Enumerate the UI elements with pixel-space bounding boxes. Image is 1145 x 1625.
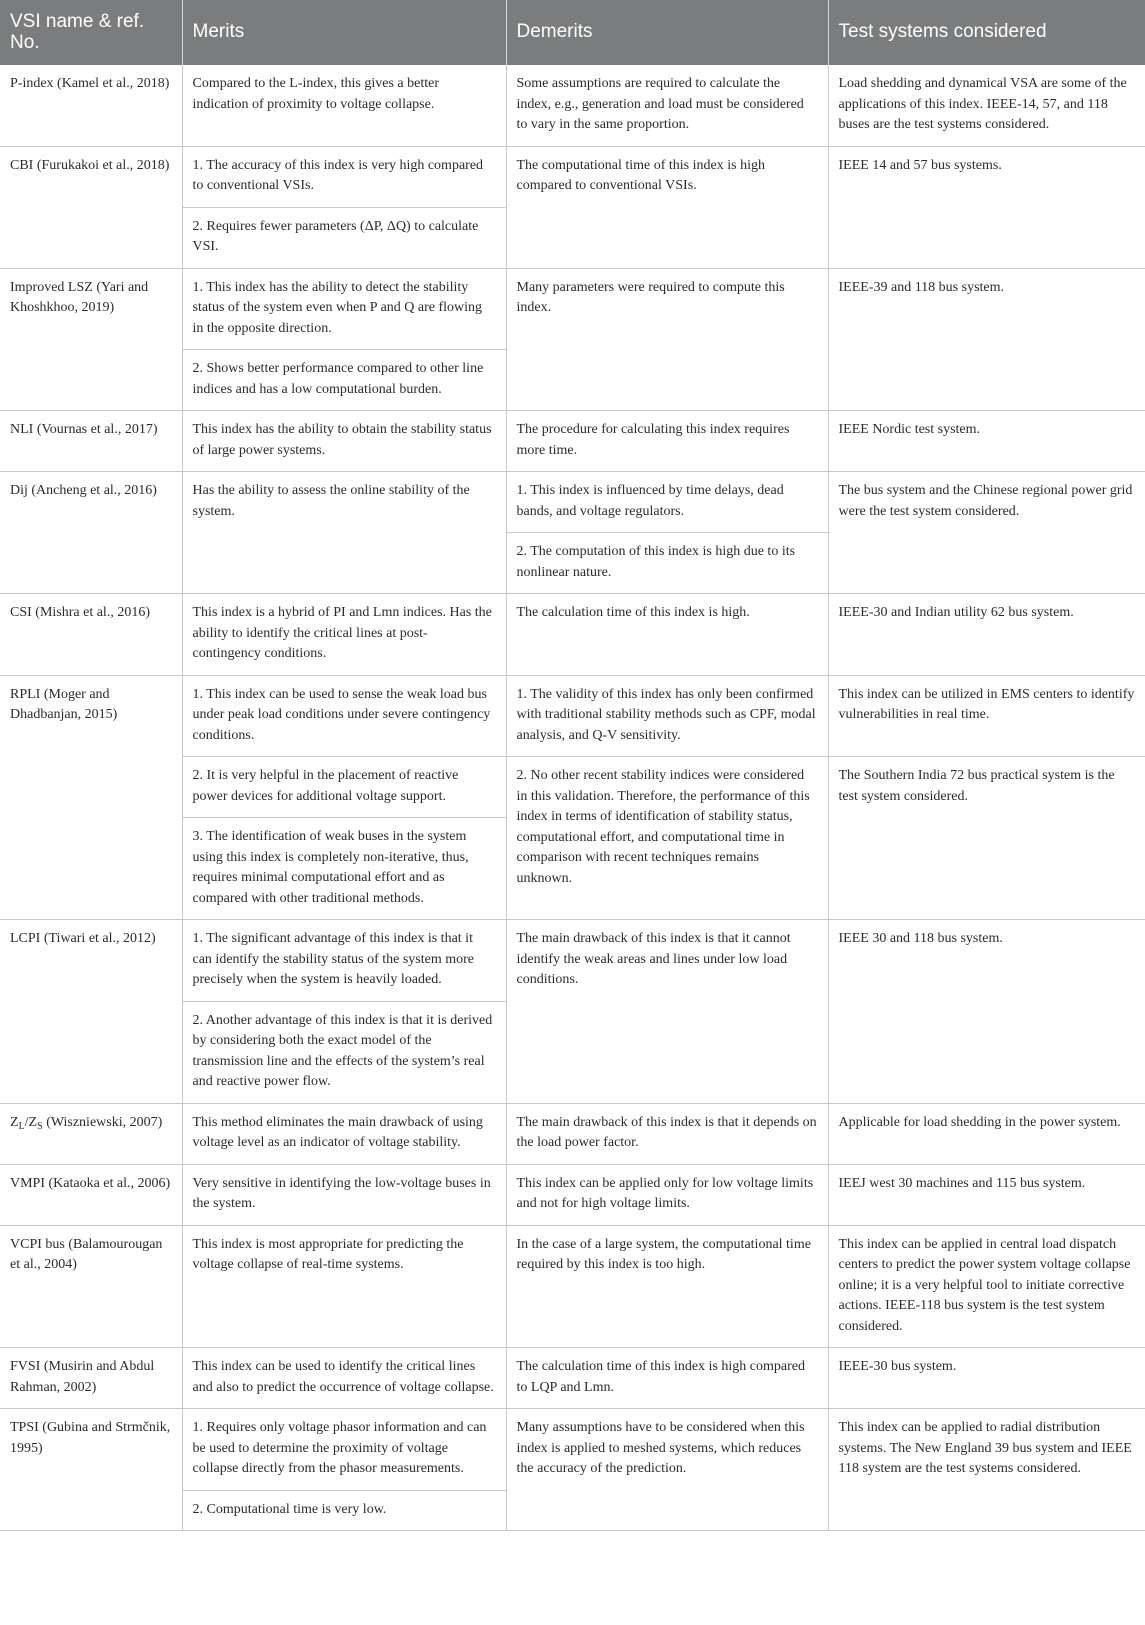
table-row: [0, 472, 1145, 533]
table-row: [0, 1225, 1145, 1348]
demerit-cell: Many parameters were required to compute this index.: [506, 268, 828, 411]
test-system-cell: The Southern India 72 bus practical system is the test system considered.: [828, 757, 1145, 920]
table-row: [0, 1164, 1145, 1225]
merit-cell: Has the ability to assess the online stability of the system.: [182, 472, 506, 594]
merit-cell: 3. The identification of weak buses in the system using this index is completely non-iterative, thus, requires minimal computational effort and as compared with other traditional methods.: [182, 818, 506, 920]
test-system-cell: Applicable for load shedding in the power system.: [828, 1103, 1145, 1164]
header-demerits: Demerits: [506, 0, 828, 65]
vsi-name-cell: RPLI (Moger and Dhadbanjan, 2015): [0, 675, 182, 920]
table-row: [0, 1103, 1145, 1164]
header-vsi-name: VSI name & ref. No.: [0, 0, 182, 65]
vsi-name-cell: LCPI (Tiwari et al., 2012): [0, 920, 182, 1104]
test-system-cell: The bus system and the Chinese regional power grid were the test system considered.: [828, 472, 1145, 594]
merit-cell: 2. Another advantage of this index is that it is derived by considering both the exact model of the transmission line and the effects of the system’s real and reactive power flow.: [182, 1001, 506, 1103]
vsi-name-cell: CSI (Mishra et al., 2016): [0, 594, 182, 676]
merit-cell: This index can be used to identify the critical lines and also to predict the occurrence of voltage collapse.: [182, 1348, 506, 1409]
demerit-cell: 1. This index is influenced by time delays, dead bands, and voltage regulators.: [506, 472, 828, 533]
table-row: [0, 594, 1145, 676]
table-row: [0, 65, 1145, 146]
merit-cell: 1. The significant advantage of this index is that it can identify the stability status of the system more precisely when the system is heavily loaded.: [182, 920, 506, 1002]
z-symbol: Z: [10, 1114, 19, 1130]
demerit-cell: The main drawback of this index is that it cannot identify the weak areas and lines under low load conditions.: [506, 920, 828, 1104]
demerit-cell: 2. The computation of this index is high due to its nonlinear nature.: [506, 533, 828, 594]
merit-cell: Compared to the L-index, this gives a better indication of proximity to voltage collapse.: [182, 65, 506, 146]
table-row: [0, 1409, 1145, 1491]
demerit-cell: Some assumptions are required to calculate the index, e.g., generation and load must be considered to vary in the same proportion.: [506, 65, 828, 146]
merit-cell: 1. Requires only voltage phasor information and can be used to determine the proximity of voltage collapse directly from the phasor measurements.: [182, 1409, 506, 1491]
demerit-cell: The main drawback of this index is that it depends on the load power factor.: [506, 1103, 828, 1164]
test-system-cell: IEEE-30 bus system.: [828, 1348, 1145, 1409]
reference-text: (Wiszniewski, 2007): [42, 1114, 163, 1130]
subscript-s: S: [37, 1120, 43, 1132]
demerit-cell: 2. No other recent stability indices were considered in this validation. Therefore, the performance of this index in terms of identification of stability status, computational effort, and computational time in comparison with recent techniques remains unknown.: [506, 757, 828, 920]
vsi-name-cell: FVSI (Musirin and Abdul Rahman, 2002): [0, 1348, 182, 1409]
merit-cell: This index is a hybrid of PI and Lmn indices. Has the ability to identify the critical lines at post-contingency conditions.: [182, 594, 506, 676]
table-row: [0, 920, 1145, 1002]
merit-cell: 1. This index can be used to sense the weak load bus under peak load conditions under severe contingency conditions.: [182, 675, 506, 757]
table-row: [0, 675, 1145, 757]
demerit-cell: Many assumptions have to be considered when this index is applied to meshed systems, which reduces the accuracy of the prediction.: [506, 1409, 828, 1531]
vsi-name-cell: Improved LSZ (Yari and Khoshkhoo, 2019): [0, 268, 182, 411]
table-row: [0, 146, 1145, 207]
merit-cell: This method eliminates the main drawback of using voltage level as an indicator of voltage stability.: [182, 1103, 506, 1164]
demerit-cell: This index can be applied only for low voltage limits and not for high voltage limits.: [506, 1164, 828, 1225]
merit-cell: This index has the ability to obtain the stability status of large power systems.: [182, 411, 506, 472]
merit-cell: 1. This index has the ability to detect the stability status of the system even when P and Q are flowing in the opposite direction.: [182, 268, 506, 350]
merit-cell: 2. Computational time is very low.: [182, 1490, 506, 1531]
merit-cell: Very sensitive in identifying the low-voltage buses in the system.: [182, 1164, 506, 1225]
test-system-cell: Load shedding and dynamical VSA are some of the applications of this index. IEEE-14, 57, and 118 buses are the test systems considered.: [828, 65, 1145, 146]
vsi-name-cell: NLI (Vournas et al., 2017): [0, 411, 182, 472]
demerit-cell: The calculation time of this index is high compared to LQP and Lmn.: [506, 1348, 828, 1409]
vsi-name-cell: VMPI (Kataoka et al., 2006): [0, 1164, 182, 1225]
table-row: [0, 268, 1145, 350]
test-system-cell: IEEE 30 and 118 bus system.: [828, 920, 1145, 1104]
demerit-cell: In the case of a large system, the computational time required by this index is too high.: [506, 1225, 828, 1348]
demerit-cell: 1. The validity of this index has only been confirmed with traditional stability methods such as CPF, modal analysis, and Q-V sensitivity.: [506, 675, 828, 757]
test-system-cell: IEEE-30 and Indian utility 62 bus system.: [828, 594, 1145, 676]
table-row: [0, 411, 1145, 472]
merit-cell: This index is most appropriate for predicting the voltage collapse of real-time systems.: [182, 1225, 506, 1348]
merit-cell: 1. The accuracy of this index is very high compared to conventional VSIs.: [182, 146, 506, 207]
table-row: [0, 1348, 1145, 1409]
test-system-cell: IEEE-39 and 118 bus system.: [828, 268, 1145, 411]
vsi-name-cell: P-index (Kamel et al., 2018): [0, 65, 182, 146]
demerit-cell: The computational time of this index is high compared to conventional VSIs.: [506, 146, 828, 268]
slash-z-symbol: /Z: [24, 1114, 38, 1130]
header-merits: Merits: [182, 0, 506, 65]
demerit-cell: The calculation time of this index is high.: [506, 594, 828, 676]
merit-cell: 2. It is very helpful in the placement of reactive power devices for additional voltage support.: [182, 757, 506, 818]
vsi-name-cell: [0, 1103, 182, 1164]
test-system-cell: This index can be applied in central load dispatch centers to predict the power system voltage collapse online; it is a very helpful tool to initiate corrective actions. IEEE-118 bus system is the test system considered.: [828, 1225, 1145, 1348]
demerit-cell: The procedure for calculating this index requires more time.: [506, 411, 828, 472]
vsi-name-cell: CBI (Furukakoi et al., 2018): [0, 146, 182, 268]
test-system-cell: IEEE 14 and 57 bus systems.: [828, 146, 1145, 268]
vsi-name-cell: TPSI (Gubina and Strmčnik, 1995): [0, 1409, 182, 1531]
vsi-name-cell: VCPI bus (Balamourougan et al., 2004): [0, 1225, 182, 1348]
subscript-l: L: [18, 1120, 25, 1132]
test-system-cell: This index can be applied to radial distribution systems. The New England 39 bus system and IEEE 118 system are the test systems considered.: [828, 1409, 1145, 1531]
test-system-cell: IEEJ west 30 machines and 115 bus system.: [828, 1164, 1145, 1225]
test-system-cell: This index can be utilized in EMS centers to identify vulnerabilities in real time.: [828, 675, 1145, 757]
header-row: [0, 0, 1145, 65]
merit-cell: 2. Requires fewer parameters (ΔP, ΔQ) to calculate VSI.: [182, 207, 506, 268]
merit-cell: 2. Shows better performance compared to other line indices and has a low computational burden.: [182, 350, 506, 411]
header-test-systems: Test systems considered: [828, 0, 1145, 65]
vsi-name-cell: Dij (Ancheng et al., 2016): [0, 472, 182, 594]
test-system-cell: IEEE Nordic test system.: [828, 411, 1145, 472]
